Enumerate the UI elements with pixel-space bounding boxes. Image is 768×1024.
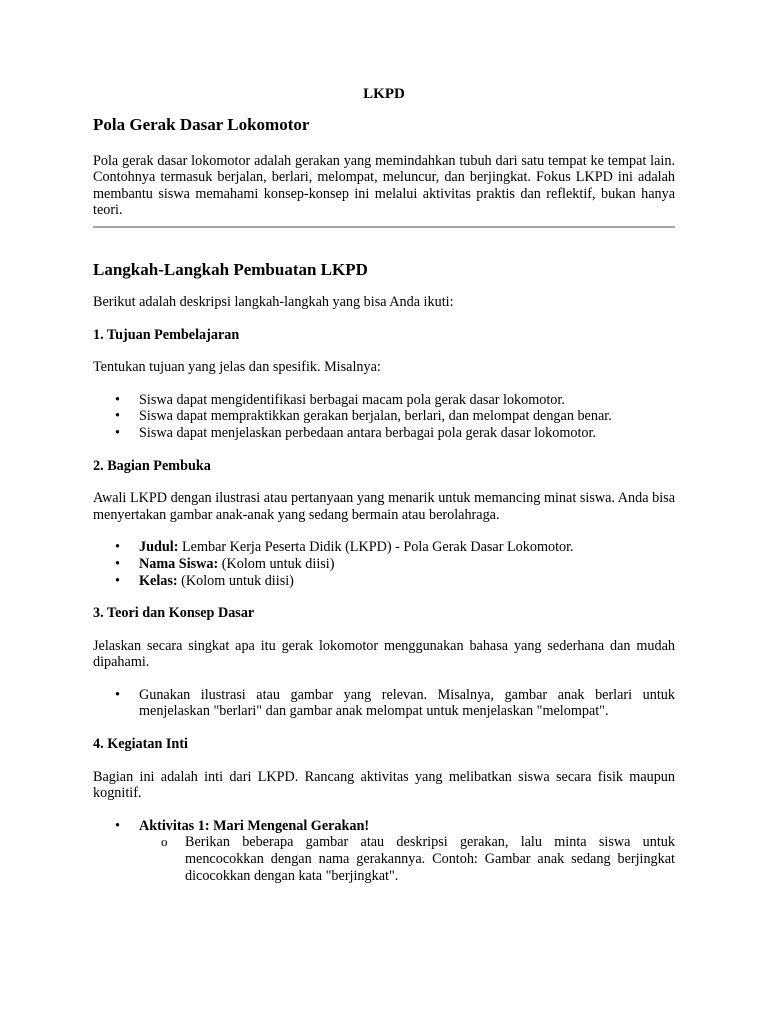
list-item: • Siswa dapat mengidentifikasi berbagai macam pola gerak dasar lokomotor. (115, 391, 565, 408)
list-item: • Nama Siswa: (Kolom untuk diisi) (115, 555, 335, 572)
section-1-heading: 1. Tujuan Pembelajaran (93, 326, 240, 343)
section-3-list (93, 687, 675, 720)
main-heading: Pola Gerak Dasar Lokomotor (93, 114, 310, 134)
circle-bullet-icon: o (161, 834, 168, 850)
document-title: LKPD (363, 86, 405, 102)
list-item: • Siswa dapat mempraktikkan gerakan berjalan, berlari, dan melompat dengan benar. (115, 408, 612, 425)
list-item (93, 818, 675, 884)
steps-heading: Langkah-Langkah Pembuatan LKPD (93, 259, 368, 279)
list-item: • Judul: Lembar Kerja Peserta Didik (LKPD) - Pola Gerak Dasar Lokomotor. (115, 539, 574, 556)
bullet-icon: • (115, 408, 120, 425)
bullet-icon: • (115, 391, 120, 408)
section-4-list (93, 818, 675, 884)
section-4-heading: 4. Kegiatan Inti (93, 736, 188, 753)
section-2-text: Awali LKPD dengan ilustrasi atau pertanyaan yang menarik untuk memancing minat siswa. Anda bisa menyertakan gambar anak-anak yang sedang bermain atau berolahraga. (93, 490, 675, 523)
list-item: • Gunakan ilustrasi atau gambar yang relevan. Misalnya, gambar anak berlari untuk menjelaskan "berlari" dan gambar anak melompat untuk menjelaskan "melompat". (115, 686, 675, 720)
list-item: • Siswa dapat menjelaskan perbedaan antara berbagai pola gerak dasar lokomotor. (115, 424, 596, 441)
sub-list-item: o Berikan beberapa gambar atau deskripsi gerakan, lalu minta siswa untuk mencocokkan dengan nama gerakannya. Contoh: Gambar anak sedang berjingkat dicocokkan dengan kata "berjingkat". (161, 834, 675, 884)
section-4-text: Bagian ini adalah inti dari LKPD. Rancang aktivitas yang melibatkan siswa secara fisik maupun kognitif. (93, 768, 675, 802)
section-3-heading: 3. Teori dan Konsep Dasar (93, 605, 255, 622)
bullet-icon: • (115, 817, 120, 834)
section-1-list (93, 392, 675, 442)
intro-paragraph: Pola gerak dasar lokomotor adalah gerakan yang memindahkan tubuh dari satu tempat ke tempat lain. Contohnya termasuk berjalan, berlari, melompat, meluncur, dan berjingkat. Fokus LKPD ini adalah membantu siswa memahami konsep-konsep ini melalui aktivitas praktis dan reflektif, bukan hanya teori. (93, 152, 675, 219)
bullet-icon: • (115, 555, 120, 572)
section-2-list (93, 539, 675, 589)
bullet-icon: • (115, 572, 120, 589)
bullet-icon: • (115, 424, 120, 441)
bullet-icon: • (115, 539, 120, 556)
list-item: • Kelas: (Kolom untuk diisi) (115, 572, 294, 589)
steps-intro: Berikut adalah deskripsi langkah-langkah yang bisa Anda ikuti: (93, 293, 454, 310)
activity-title: Aktivitas 1: Mari Mengenal Gerakan! (139, 817, 370, 834)
bullet-icon: • (115, 686, 120, 703)
section-2-heading: 2. Bagian Pembuka (93, 457, 211, 474)
section-3-text: Jelaskan secara singkat apa itu gerak lokomotor menggunakan bahasa yang sederhana dan mudah dipahami. (93, 637, 675, 671)
document-page (93, 86, 675, 900)
section-1-text: Tentukan tujuan yang jelas dan spesifik. Misalnya: (93, 359, 381, 376)
section-divider (93, 226, 675, 228)
activity-sublist (139, 834, 675, 884)
